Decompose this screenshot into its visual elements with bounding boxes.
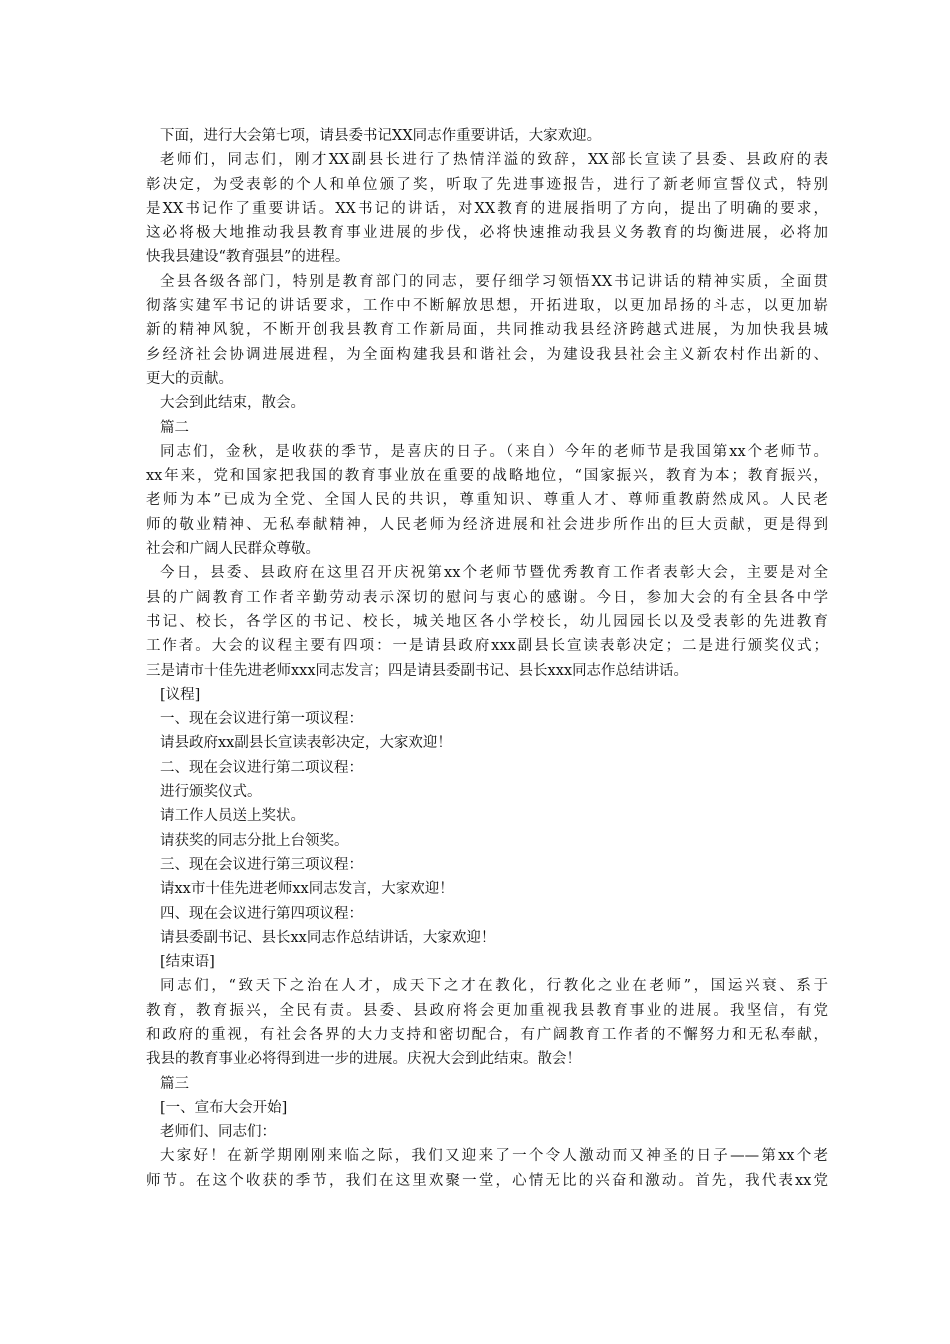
- text-line: 四、现在会议进行第四项议程：: [160, 905, 363, 922]
- text-line: 书记、校长，各学区的书记、校长，城关地区各小学校长，幼儿园园长以及受表彰的先进教育: [146, 613, 828, 630]
- text-line: 师的敬业精神、无私奉献精神，人民老师为经济进展和社会进步所作出的巨大贡献，更是得到: [146, 516, 828, 533]
- text-line: 篇二: [160, 419, 189, 436]
- text-line: 篇三: [160, 1075, 189, 1092]
- text-line: 社会和广阔人民群众尊敬。: [146, 541, 320, 558]
- text-line: 和政府的重视，有社会各界的大力支持和密切配合，有广阔教育工作者的不懈努力和无私奉献，: [146, 1026, 828, 1043]
- text-line: 请工作人员送上奖状。: [160, 808, 305, 825]
- text-line: 全县各级各部门，特别是教育部门的同志，要仔细学习领悟XX书记讲话的精神实质，全面贯: [160, 273, 828, 290]
- text-line: 同志们，金秋，是收获的季节，是喜庆的日子。（来自）今年的老师节是我国第xx个老师节。: [160, 443, 828, 460]
- text-line: 请县委副书记、县长xx同志作总结讲话，大家欢迎！: [160, 929, 496, 946]
- text-line: 同志们，“致天下之治在人才，成天下之才在教化，行教化之业在老师”，国运兴衰、系于: [160, 978, 828, 995]
- text-line: 二、现在会议进行第二项议程：: [160, 759, 363, 776]
- text-line: 请获奖的同志分批上台领奖。: [160, 832, 349, 849]
- text-line: [结束语]: [160, 954, 215, 971]
- text-line: 乡经济社会协调进展进程，为全面构建我县和谐社会，为建设我县社会主义新农村作出新的、: [146, 346, 828, 363]
- text-line: [一、宣布大会开始]: [160, 1099, 288, 1116]
- text-line: 进行颁奖仪式。: [160, 784, 262, 801]
- text-line: 老师们、同志们：: [160, 1124, 276, 1141]
- text-line: 是XX书记作了重要讲话。XX书记的讲话，对XX教育的进展指明了方向，提出了明确的要求，: [146, 200, 828, 217]
- text-line: 彻落实建军书记的讲话要求，工作中不断解放思想，开拓进取，以更加昂扬的斗志，以更加崭: [146, 298, 828, 315]
- text-line: 三是请市十佳先进老师xxx同志发言；四是请县委副书记、县长xxx同志作总结讲话。: [146, 662, 689, 679]
- text-line: 今日，县委、县政府在这里召开庆祝第xx个老师节暨优秀教育工作者表彰大会，主要是对全: [160, 565, 828, 582]
- text-line: 老师为本”已成为全党、全国人民的共识，尊重知识、尊重人才、尊师重教蔚然成风。人民老: [146, 492, 828, 509]
- text-line: 新的精神风貌，不断开创我县教育工作新局面，共同推动我县经济跨越式进展，为加快我县城: [146, 322, 828, 339]
- text-line: [议程]: [160, 686, 201, 703]
- text-line: 这必将极大地推动我县教育事业进展的步伐，必将快速推动我县义务教育的均衡进展，必将加: [146, 225, 828, 242]
- text-line: 请xx市十佳先进老师xx同志发言，大家欢迎！: [160, 881, 454, 898]
- text-line: 快我县建设“教育强县”的进程。: [146, 249, 350, 266]
- text-line: 我县的教育事业必将得到进一步的进展。庆祝大会到此结束。散会！: [146, 1051, 581, 1068]
- document-page: [146, 124, 828, 1193]
- text-line: 请县政府xx副县长宣读表彰决定，大家欢迎！: [160, 735, 452, 752]
- text-line: 大家好！在新学期刚刚来临之际，我们又迎来了一个令人激动而又神圣的日子——第xx个老: [160, 1148, 828, 1165]
- text-line: 三、现在会议进行第三项议程：: [160, 856, 363, 873]
- text-line: 师节。在这个收获的季节，我们在这里欢聚一堂，心情无比的兴奋和激动。首先，我代表xx党: [146, 1172, 828, 1189]
- text-line: xx年来，党和国家把我国的教育事业放在重要的战略地位，“国家振兴，教育为本；教育振兴，: [146, 468, 828, 485]
- text-line: 彰决定，为受表彰的个人和单位颁了奖，听取了先进事迹报告，进行了新老师宣誓仪式，特别: [146, 176, 828, 193]
- text-line: 一、现在会议进行第一项议程：: [160, 711, 363, 728]
- text-line: 老师们，同志们，刚才XX副县长进行了热情洋溢的致辞，XX部长宣读了县委、县政府的表: [160, 152, 828, 169]
- text-line: 教育，教育振兴，全民有责。县委、县政府将会更加重视我县教育事业的进展。我坚信，有党: [146, 1002, 828, 1019]
- text-line: 大会到此结束，散会。: [160, 395, 305, 412]
- text-line: 下面，进行大会第七项，请县委书记XX同志作重要讲话，大家欢迎。: [160, 128, 602, 144]
- text-line: 工作者。大会的议程主要有四项：一是请县政府xxx副县长宣读表彰决定；二是进行颁奖仪式；: [146, 638, 828, 655]
- text-line: 县的广阔教育工作者辛勤劳动表示深切的慰问与衷心的感谢。今日，参加大会的有全县各中学: [146, 589, 828, 606]
- text-line: 更大的贡献。: [146, 370, 233, 387]
